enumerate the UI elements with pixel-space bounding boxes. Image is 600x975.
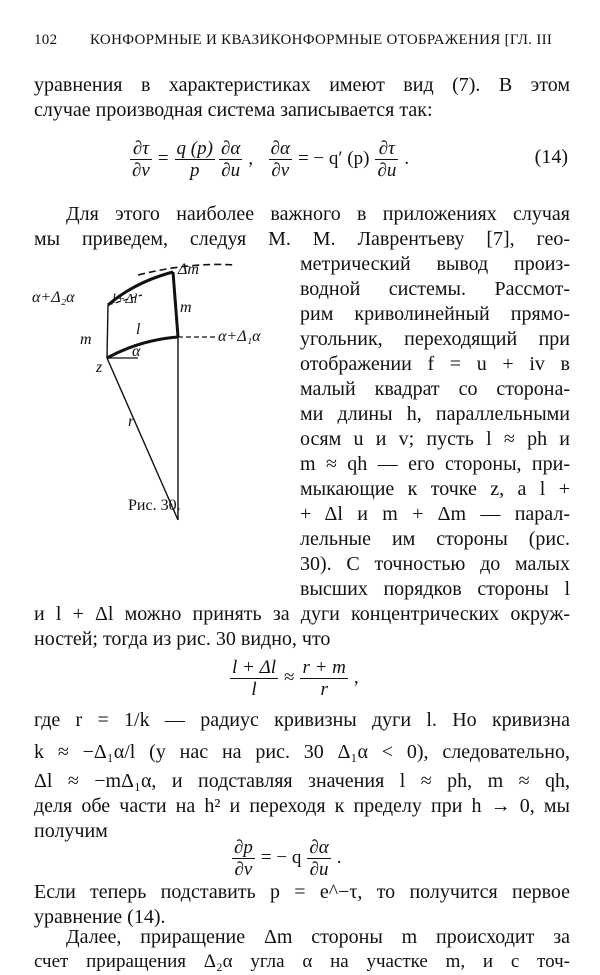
frac-den: p xyxy=(190,160,200,181)
text-line: m ≈ qh — его стороны, при- xyxy=(300,453,570,475)
figure-caption: Рис. 30. xyxy=(128,497,181,514)
frac-num: ∂τ xyxy=(130,138,152,160)
equation-14: $\frac{\partial\tau}{\partial v}$ = $\frac{q (p)}{p}$ $\frac{\partial\alpha}{\partial u}$ , $\frac{\partial\alpha}{\partial v}$ = − q′ (p) $\frac{\partial\tau}{\partial u}$ . xyxy=(132,138,410,181)
text-line: Далее, приращение Δm стороны m происходит за xyxy=(66,926,570,948)
text-line: счет приращения Δ₂α угла α на участке m, и с точ- xyxy=(34,951,570,972)
label-z: z xyxy=(96,359,103,376)
frac-den: ∂u xyxy=(377,160,397,181)
text-line: рим криволинейный прямо- xyxy=(300,303,570,325)
frac-num: ∂α xyxy=(220,138,241,159)
frac-den: l xyxy=(251,679,257,700)
text-line: осям u и v; пусть l ≈ ph и xyxy=(300,428,570,450)
frac-num: l + Δl xyxy=(232,657,277,678)
running-title: КОНФОРМНЫЕ И КВАЗИКОНФОРМНЫЕ ОТОБРАЖЕНИЯ [ГЛ. III xyxy=(90,32,553,48)
text-line: уравнения в характеристиках имеют вид (7). В этом xyxy=(34,74,570,96)
frac-num: ∂α xyxy=(309,837,329,858)
text-line: и l + Δl можно принять за дуги концентрических окруж- xyxy=(34,603,570,625)
frac-den: ∂u xyxy=(221,160,241,181)
equation-ratio: $\frac{l + \Delta l}{l}$ ≈ $\frac{r + m}{r}$ , xyxy=(232,657,359,700)
frac-den: r xyxy=(320,679,328,700)
text-line: угольник, переходящий при xyxy=(300,328,570,350)
text-line: где r = 1/k — радиус кривизны дуги l. Но кривизна xyxy=(34,709,570,731)
text-line: отображении f = u + iv в xyxy=(300,353,570,375)
frac-den: ∂v xyxy=(271,160,290,181)
text-line: водной системы. Рассмот- xyxy=(300,278,570,300)
text-line: + Δl и m + Δm — парал- xyxy=(300,503,570,525)
frac-den: ∂v xyxy=(234,859,253,880)
frac-num: r + m xyxy=(302,657,346,678)
text-line: лельные им стороны (рис. xyxy=(300,528,570,550)
text-line: мы приведем, следуя М. М. Лаврентьеву [7], гео- xyxy=(34,228,570,250)
label-alpha: α xyxy=(132,343,141,360)
equation-number: (14) xyxy=(534,146,568,168)
side-m-plus-dm xyxy=(173,272,178,337)
text-line: ностей; тогда из рис. 30 видно, что xyxy=(34,628,331,650)
label-l: l xyxy=(136,321,141,338)
text-line: k ≈ −Δ₁α/l (у нас на рис. 30 Δ₁α < 0), следовательно, xyxy=(34,741,570,763)
equation-middle: = − q xyxy=(260,846,302,868)
text-line: метрический вывод произ- xyxy=(300,253,570,275)
text-line: получим xyxy=(34,820,108,842)
label-m-right: m xyxy=(180,299,192,316)
page-header xyxy=(34,32,570,54)
text-line: малый квадрат со сторона- xyxy=(300,378,570,400)
text-line: Δl ≈ −mΔ₁α, и подставляя значения l ≈ ph, m ≈ qh, xyxy=(34,770,570,792)
label-alpha-d1: α+Δ₁α xyxy=(218,328,261,345)
text-line: 30). С точностью до малых xyxy=(300,553,570,575)
text-line: случае производная система записывается так: xyxy=(34,99,433,121)
frac-num: q (p) xyxy=(176,138,213,159)
text-line: высших порядков стороны l xyxy=(300,578,570,600)
frac-den: ∂u xyxy=(309,859,329,880)
side-m xyxy=(107,305,108,358)
text-line: ми длины h, параллельными xyxy=(300,403,570,425)
text-line: деля обе части на h² и переходя к пределу при h → 0, мы xyxy=(34,795,570,817)
frac-den: ∂v xyxy=(132,160,150,181)
equation-middle: = − q′ (p) xyxy=(297,147,370,169)
frac-num: ∂τ xyxy=(375,138,398,160)
figure-30 xyxy=(30,250,295,525)
label-l-dl: l+Δl xyxy=(112,292,138,307)
page-number: 102 xyxy=(34,32,58,48)
frac-num: ∂p xyxy=(234,837,253,858)
arc-l xyxy=(107,337,178,358)
equation-final: $\frac{\partial p}{\partial v}$ = − q $\frac{\partial\alpha}{\partial u}$ . xyxy=(234,837,342,880)
text-line: Если теперь подставить p = e^−τ, то получится первое xyxy=(34,881,570,903)
frac-num: ∂α xyxy=(270,138,290,159)
text-line: мыкающие к точке z, а l + xyxy=(300,478,570,500)
radius-line xyxy=(107,358,178,520)
text-line: Для этого наиболее важного в приложениях случая xyxy=(66,203,570,225)
text-line: уравнение (14). xyxy=(34,906,166,928)
label-dm: Δm xyxy=(178,261,199,278)
label-m-left: m xyxy=(80,331,92,348)
label-alpha-d2: α+Δ₂α xyxy=(32,289,75,306)
label-r: r xyxy=(128,413,135,430)
